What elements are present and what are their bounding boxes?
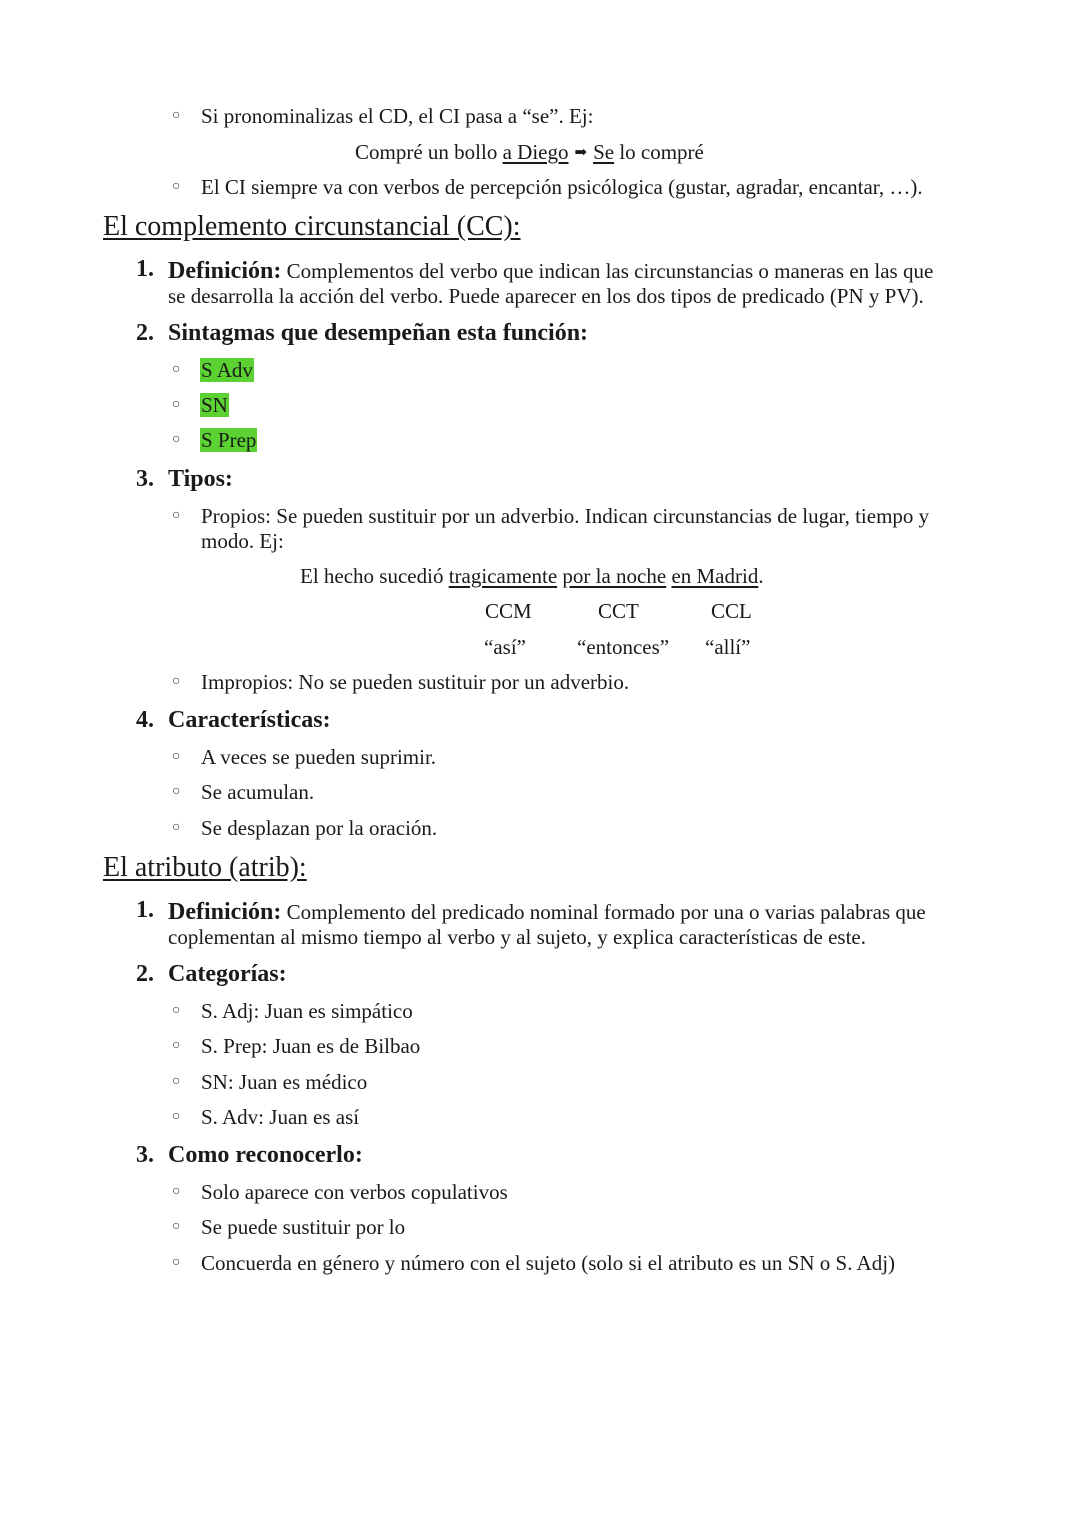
- definition-cc-line2: se desarrolla la acción del verbo. Puede aparecer en los dos tipos de predicado (PN y PV).: [168, 284, 924, 308]
- label-ccl: CCL: [711, 599, 752, 623]
- list-item: Se acumulan.: [201, 780, 315, 804]
- list-item: S. Adv: Juan es así: [201, 1105, 360, 1129]
- list-number: 3.: [136, 1142, 154, 1168]
- list-item: El CI siempre va con verbos de percepción psicólogica (gustar, agradar, encantar, …).: [201, 175, 923, 199]
- bullet-icon: ○: [172, 179, 181, 194]
- list-item: A veces se pueden suprimir.: [201, 745, 437, 769]
- example-sentence: Compré un bollo a Diego ➡ Se lo compré: [355, 140, 704, 164]
- bullet-icon: ○: [172, 432, 181, 447]
- list-item: S Adv: [201, 358, 253, 382]
- section-title-atrib: El atributo (atrib):: [103, 852, 307, 883]
- heading-caracteristicas: Características:: [168, 707, 331, 733]
- bullet-icon: ○: [172, 1255, 181, 1270]
- list-number: 1.: [136, 897, 154, 923]
- bullet-icon: ○: [172, 397, 181, 412]
- list-item: SN: Juan es médico: [201, 1070, 368, 1094]
- example-sentence: El hecho sucedió tragicamente por la noche en Madrid.: [300, 564, 764, 588]
- list-number: 1.: [136, 256, 154, 282]
- label-cct: CCT: [598, 599, 639, 623]
- bullet-icon: ○: [172, 674, 181, 689]
- list-number: 4.: [136, 707, 154, 733]
- bullet-icon: ○: [172, 1003, 181, 1018]
- bullet-icon: ○: [172, 1219, 181, 1234]
- list-item: SN: [201, 393, 228, 417]
- bullet-icon: ○: [172, 108, 181, 123]
- bullet-icon: ○: [172, 784, 181, 799]
- definition-cc: Definición: Complementos del verbo que indican las circunstancias o maneras en las que: [168, 258, 934, 284]
- bullet-icon: ○: [172, 1109, 181, 1124]
- list-item: S. Prep: Juan es de Bilbao: [201, 1034, 421, 1058]
- bullet-icon: ○: [172, 820, 181, 835]
- definition-atrib: Definición: Complemento del predicado nominal formado por una o varias palabras que: [168, 899, 926, 925]
- list-item: S Prep: [201, 428, 257, 452]
- section-title-cc: El complemento circunstancial (CC):: [103, 211, 521, 242]
- list-item: Impropios: No se pueden sustituir por un adverbio.: [201, 670, 630, 694]
- list-number: 2.: [136, 320, 154, 346]
- substitute-alli: “allí”: [705, 635, 751, 659]
- list-item: Si pronominalizas el CD, el CI pasa a “se”. Ej:: [201, 104, 594, 128]
- bullet-icon: ○: [172, 1074, 181, 1089]
- list-item: Se desplazan por la oración.: [201, 816, 438, 840]
- substitute-entonces: “entonces”: [577, 635, 670, 659]
- bullet-icon: ○: [172, 362, 181, 377]
- list-item: Solo aparece con verbos copulativos: [201, 1180, 508, 1204]
- list-item: Concuerda en género y número con el sujeto (solo si el atributo es un SN o S. Adj): [201, 1251, 896, 1275]
- heading-sintagmas: Sintagmas que desempeñan esta función:: [168, 320, 589, 346]
- list-item: Propios: Se pueden sustituir por un adverbio. Indican circunstancias de lugar, tiempo y: [201, 504, 930, 528]
- bullet-icon: ○: [172, 749, 181, 764]
- list-number: 3.: [136, 466, 154, 492]
- heading-reconocerlo: Como reconocerlo:: [168, 1142, 363, 1168]
- bullet-icon: ○: [172, 508, 181, 523]
- substitute-asi: “así”: [484, 635, 526, 659]
- list-item-line2: modo. Ej:: [201, 529, 284, 553]
- heading-tipos: Tipos:: [168, 466, 233, 492]
- label-ccm: CCM: [485, 599, 532, 623]
- bullet-icon: ○: [172, 1184, 181, 1199]
- bullet-icon: ○: [172, 1038, 181, 1053]
- list-number: 2.: [136, 961, 154, 987]
- arrow-right-icon: ➡: [574, 145, 588, 161]
- list-item: Se puede sustituir por lo: [201, 1215, 406, 1239]
- heading-categorias: Categorías:: [168, 961, 287, 987]
- list-item: S. Adj: Juan es simpático: [201, 999, 413, 1023]
- definition-atrib-line2: coplementan al mismo tiempo al verbo y al sujeto, y explica características de este.: [168, 925, 866, 949]
